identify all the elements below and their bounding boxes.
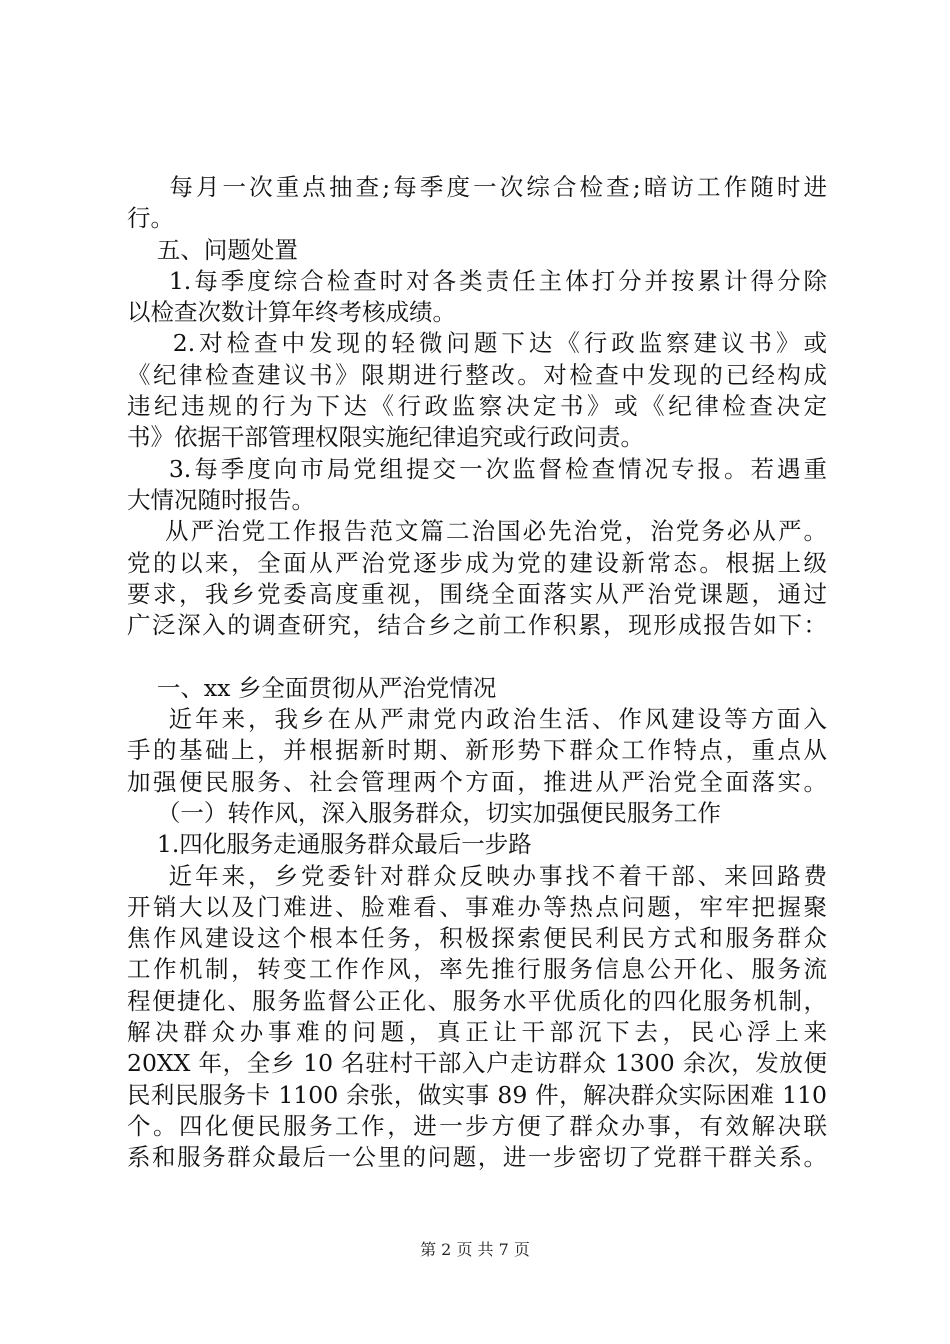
paragraph-line: 从严治党工作报告范文篇二治国必先治党，治党务必从严。 (127, 517, 827, 546)
paragraph-line: 违纪违规的行为下达《行政监察决定书》或《纪律检查决定 (127, 392, 827, 421)
paragraph-line: 广泛深入的调查研究，结合乡之前工作积累，现形成报告如下： (127, 611, 827, 640)
paragraph-line: 行。 (127, 204, 174, 233)
paragraph-line: 书》依据干部管理权限实施纪律追究或行政问责。 (127, 423, 644, 452)
paragraph-line: 每月一次重点抽查;每季度一次综合检查;暗访工作随时进 (127, 173, 827, 201)
paragraph-line: 解决群众办事难的问题，真正让干部沉下去，民心浮上来 (127, 1018, 827, 1047)
blank-line (127, 641, 827, 672)
paragraph-line: 1.每季度综合检查时对各类责任主体打分并按累计得分除 (127, 266, 827, 295)
paragraph-line: 加强便民服务、社会管理两个方面，推进从严治党全面落实。 (127, 767, 827, 796)
paragraph-line: 程便捷化、服务监督公正化、服务水平优质化的四化服务机制， (127, 986, 827, 1015)
paragraph-line: 一、xx 乡全面贯彻从严治党情况 (127, 673, 497, 702)
paragraph-line: 2.对检查中发现的轻微问题下达《行政监察建议书》或 (127, 329, 827, 358)
paragraph-line: 近年来，我乡在从严肃党内政治生活、作风建设等方面入 (127, 705, 827, 734)
paragraph-line: 焦作风建设这个根本任务，积极探索便民利民方式和服务群众 (127, 924, 827, 953)
paragraph-line: 民利民服务卡 1100 余张，做实事 89 件，解决群众实际困难 110 (127, 1080, 827, 1109)
paragraph-line: （一）转作风，深入服务群众，切实加强便民服务工作 (127, 798, 721, 827)
paragraph-line: 要求，我乡党委高度重视，围绕全面落实从严治党课题，通过 (127, 579, 827, 608)
paragraph-line: 1.四化服务走通服务群众最后一步路 (127, 830, 532, 859)
paragraph-line: 五、问题处置 (127, 235, 298, 264)
paragraph-line: 以检查次数计算年终考核成绩。 (127, 298, 456, 327)
paragraph-line: 《纪律检查建议书》限期进行整改。对检查中发现的已经构成 (127, 360, 827, 389)
paragraph-line: 手的基础上，并根据新时期、新形势下群众工作特点，重点从 (127, 736, 827, 765)
paragraph-line: 工作机制，转变工作作风，率先推行服务信息公开化、服务流 (127, 955, 827, 984)
paragraph-line: 系和服务群众最后一公里的问题，进一步密切了党群干群关系。 (127, 1143, 827, 1172)
paragraph-line: 大情况随时报告。 (127, 485, 315, 514)
paragraph-line: 近年来，乡党委针对群众反映办事找不着干部、来回路费 (127, 861, 827, 890)
page-footer: 第 2 页 共 7 页 (420, 1240, 530, 1259)
paragraph-line: 3.每季度向市局党组提交一次监督检查情况专报。若遇重 (127, 454, 827, 483)
paragraph-line: 个。四化便民服务工作，进一步方便了群众办事，有效解决联 (127, 1111, 827, 1140)
paragraph-line: 开销大以及门难进、脸难看、事难办等热点问题，牢牢把握聚 (127, 892, 827, 921)
paragraph-line: 党的以来，全面从严治党逐步成为党的建设新常态。根据上级 (127, 548, 827, 577)
document-body (127, 172, 827, 1174)
paragraph-line: 20XX 年，全乡 10 名驻村干部入户走访群众 1300 余次，发放便 (127, 1049, 827, 1078)
